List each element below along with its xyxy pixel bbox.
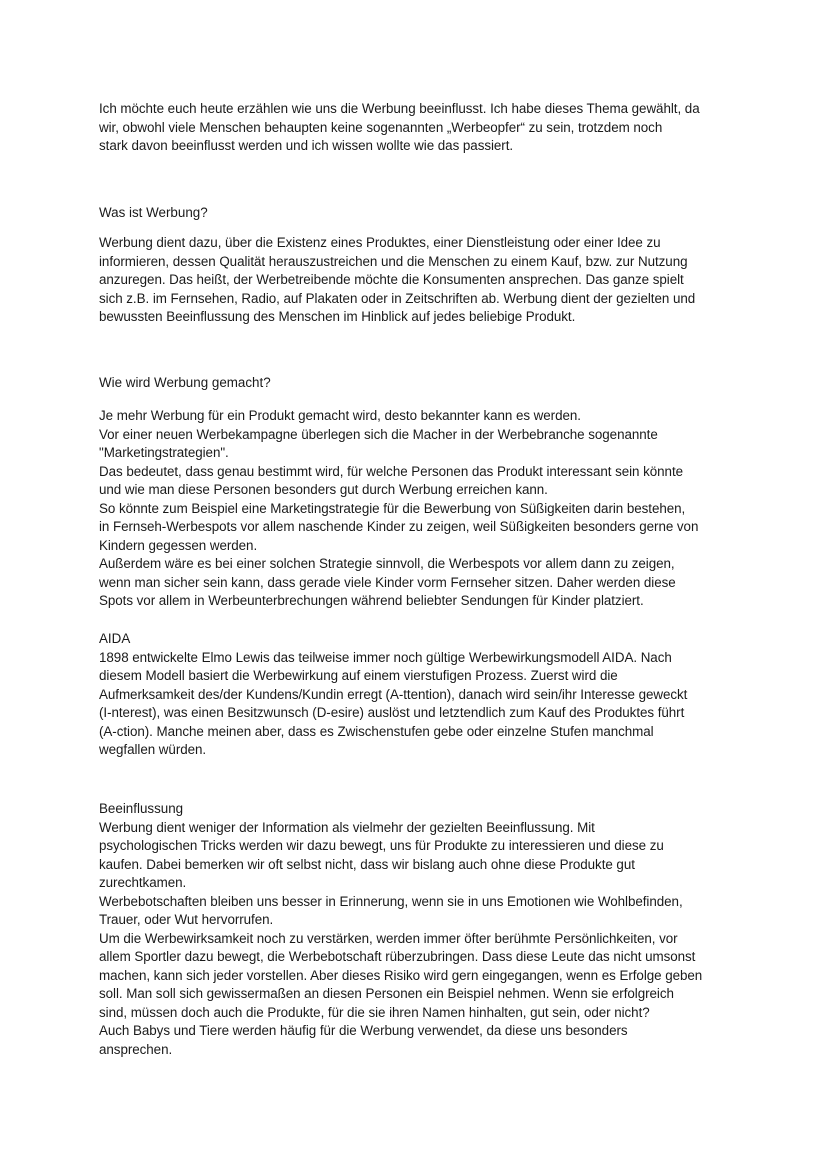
section-body-was-ist-werbung <box>99 234 739 327</box>
section-aida <box>99 630 739 760</box>
paragraph-line: Das bedeutet, dass genau bestimmt wird, für welche Personen das Produkt interessant sein könnte <box>99 463 684 479</box>
paragraph-line: Trauer, oder Wut hervorrufen. <box>99 912 274 927</box>
intro-paragraph <box>99 100 739 156</box>
paragraph-line: kaufen. Dabei bemerken wir oft selbst nicht, dass wir bislang auch ohne diese Produkte gut <box>99 856 635 872</box>
paragraph-line: soll. Man soll sich gewissermaßen an diesen Personen ein Beispiel nehmen. Wenn sie erfolgreich <box>99 986 674 1001</box>
section-heading-was-ist-werbung: Was ist Werbung? <box>99 205 208 220</box>
paragraph-line: Spots vor allem in Werbeunterbrechungen während beliebter Sendungen für Kinder platziert. <box>99 593 644 608</box>
paragraph-line: anzuregen. Das heißt, der Werbetreibende möchte die Konsumenten ansprechen. Das ganze spielt <box>99 272 684 287</box>
section-heading-aida: AIDA <box>99 631 131 646</box>
paragraph-line: Werbung dient dazu, über die Existenz eines Produktes, einer Dienstleistung oder einer Idee zu <box>99 235 661 250</box>
paragraph-line: Je mehr Werbung für ein Produkt gemacht wird, desto bekannter kann es werden. <box>99 408 581 423</box>
paragraph-line: in Fernseh-Werbespots vor allem naschende Kinder zu zeigen, weil Süßigkeiten besonders gerne von <box>99 519 699 534</box>
section-heading <box>99 204 739 223</box>
paragraph-line: informieren, dessen Qualität herauszustreichen und die Menschen zu einem Kauf, bzw. zur Nutzung <box>99 253 688 269</box>
paragraph-line: So könnte zum Beispiel eine Marketingstrategie für die Bewerbung von Süßigkeiten darin bestehen, <box>99 500 686 516</box>
section-heading-wie-wird-werbung-gemacht: Wie wird Werbung gemacht? <box>99 375 271 390</box>
paragraph-line: "Marketingstrategien". <box>99 445 229 460</box>
paragraph-line: sich z.B. im Fernsehen, Radio, auf Plakaten oder in Zeitschriften ab. Werbung dient der gezielten und <box>99 290 696 306</box>
paragraph-line: Um die Werbewirksamkeit noch zu verstärken, werden immer öfter berühmte Persönlichkeiten, vor <box>99 930 678 946</box>
paragraph-line: bewussten Beeinflussung des Menschen im Hinblick auf jedes beliebige Produkt. <box>99 309 576 324</box>
paragraph-line: wenn man sicher sein kann, dass gerade viele Kinder vorm Fernseher sitzen. Daher werden diese <box>99 574 676 590</box>
paragraph-line: 1898 entwickelte Elmo Lewis das teilweise immer noch gültige Werbewirkungsmodell AIDA. Nach <box>99 649 672 665</box>
section-heading-beeinflussung: Beeinflussung <box>99 801 184 816</box>
paragraph-line: Werbebotschaften bleiben uns besser in Erinnerung, wenn sie in uns Emotionen wie Wohlbefinden, <box>99 893 683 909</box>
paragraph-line: zurechtkamen. <box>99 875 187 890</box>
intro-line: stark davon beeinflusst werden und ich wissen wollte wie das passiert. <box>99 138 514 153</box>
section-body-wie-wird-werbung-gemacht <box>99 407 739 611</box>
paragraph-line: psychologischen Tricks werden wir dazu bewegt, uns für Produkte zu interessieren und diese zu <box>99 838 664 853</box>
paragraph-line: Aufmerksamkeit des/der Kundens/Kundin erregt (A-ttention), danach wird sein/ihr Interesse geweckt <box>99 686 688 702</box>
paragraph-line: diesem Modell basiert die Werbewirkung auf einem vierstufigen Prozess. Zuerst wird die <box>99 668 618 683</box>
intro-line: wir, obwohl viele Menschen behaupten keine sogenannten „Werbeopfer“ zu sein, trotzdem noch <box>99 119 663 135</box>
paragraph-line: allem Sportler dazu bewegt, die Werbebotschaft rüberzubringen. Dass diese Leute das nicht umsonst <box>99 949 696 964</box>
paragraph-line: (I-nterest), was einen Besitzwunsch (D-esire) auslöst und letztendlich zum Kauf des Produktes führt <box>99 705 685 720</box>
paragraph-line: Kindern gegessen werden. <box>99 537 258 553</box>
paragraph-line: und wie man diese Personen besonders gut durch Werbung erreichen kann. <box>99 482 548 497</box>
section-heading <box>99 374 739 393</box>
paragraph-line: sind, müssen doch auch die Produkte, für die sie ihren Namen hinhalten, gut sein, oder nicht? <box>99 1004 650 1020</box>
paragraph-line: ansprechen. <box>99 1041 173 1057</box>
paragraph-line: Auch Babys und Tiere werden häufig für die Werbung verwendet, da diese uns besonders <box>99 1023 628 1038</box>
intro-line: Ich möchte euch heute erzählen wie uns die Werbung beeinflusst. Ich habe dieses Thema gewählt, da <box>99 101 700 116</box>
paragraph-line: wegfallen würden. <box>99 742 207 757</box>
paragraph-line: Werbung dient weniger der Information als vielmehr der gezielten Beeinflussung. Mit <box>99 819 595 835</box>
paragraph-line: Außerdem wäre es bei einer solchen Strategie sinnvoll, die Werbespots vor allem dann zu zeigen, <box>99 556 675 571</box>
paragraph-line: machen, kann sich jeder vorstellen. Aber dieses Risiko wird gern eingegangen, wenn es Erfolge geben <box>99 967 703 983</box>
paragraph-line: (A-ction). Manche meinen aber, dass es Zwischenstufen gebe oder einzelne Stufen manchmal <box>99 723 654 739</box>
section-beeinflussung <box>99 800 739 1059</box>
paragraph-line: Vor einer neuen Werbekampagne überlegen sich die Macher in der Werbebranche sogenannte <box>99 426 658 442</box>
